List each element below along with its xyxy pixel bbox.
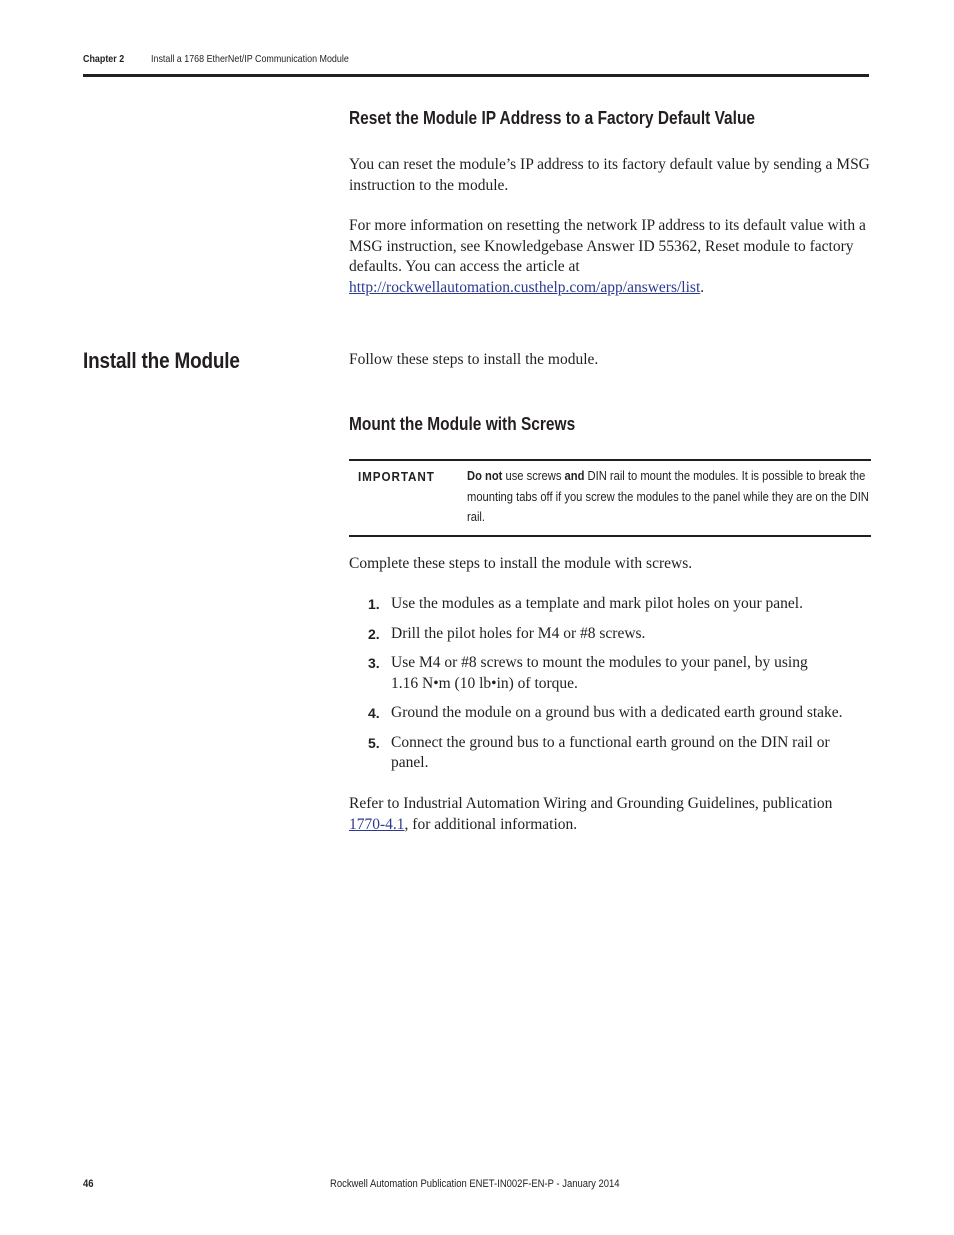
list-item bbox=[349, 624, 871, 645]
refer-prefix: Refer to Industrial Automation Wiring and Grounding Guidelines, publication bbox=[349, 795, 833, 812]
step-number: 2. bbox=[368, 625, 380, 642]
refer-paragraph bbox=[349, 794, 871, 835]
step-text: Drill the pilot holes for M4 or #8 screws. bbox=[391, 624, 646, 642]
mount-intro: Complete these steps to install the module with screws. bbox=[349, 555, 693, 572]
important-bold-do-not: Do not bbox=[467, 468, 503, 483]
list-item bbox=[349, 653, 871, 694]
important-text bbox=[467, 466, 871, 528]
link-suffix: . bbox=[700, 278, 705, 296]
running-header bbox=[83, 53, 868, 71]
step-text: Use M4 or #8 screws to mount the modules to your panel, by using 1.16 N•m (10 lb•in) of torque. bbox=[391, 654, 808, 692]
reset-heading: Reset the Module IP Address to a Factory Default Value bbox=[349, 108, 756, 128]
step-number: 1. bbox=[368, 596, 380, 612]
mount-steps-list bbox=[349, 594, 871, 783]
install-heading: Install the Module bbox=[83, 348, 240, 373]
chapter-label: Chapter 2 bbox=[83, 53, 125, 65]
step-number: 4. bbox=[368, 705, 380, 721]
reset-paragraph-2 bbox=[349, 216, 871, 298]
step-text: Use the modules as a template and mark pilot holes on your panel. bbox=[391, 595, 803, 612]
header-rule bbox=[83, 74, 869, 77]
list-item bbox=[349, 594, 871, 615]
mount-heading: Mount the Module with Screws bbox=[349, 414, 576, 434]
important-label: IMPORTANT bbox=[358, 469, 435, 484]
reset-paragraph-1: You can reset the module’s IP address to its factory default value by sending a MSG instruction to the module. bbox=[349, 156, 870, 194]
step-text: Ground the module on a ground bus with a dedicated earth ground stake. bbox=[391, 704, 843, 721]
step-number: 3. bbox=[368, 655, 380, 671]
list-item bbox=[349, 703, 871, 724]
publication-footer: Rockwell Automation Publication ENET-IN002F-EN-P - January 2014 bbox=[330, 1178, 620, 1190]
publication-1770-link[interactable]: 1770-4.1 bbox=[349, 815, 405, 833]
chapter-title: Install a 1768 EtherNet/IP Communication Module bbox=[151, 53, 349, 65]
install-intro: Follow these steps to install the module. bbox=[349, 351, 599, 368]
refer-suffix: , for additional information. bbox=[404, 815, 578, 833]
important-note bbox=[349, 459, 871, 537]
reset-paragraph-2-text: For more information on resetting the network IP address to its default value with a MSG instruction, see Knowledgebase Answer ID 55362, Reset module to factory defaults. You can access the article at bbox=[349, 217, 866, 275]
step-number: 5. bbox=[368, 734, 380, 751]
list-item bbox=[349, 733, 871, 774]
custhelp-link[interactable]: http://rockwellautomation.custhelp.com/app/answers/list bbox=[349, 278, 701, 296]
important-text-1: use screws bbox=[502, 468, 565, 483]
important-bold-and: and bbox=[564, 468, 585, 483]
page-number: 46 bbox=[83, 1178, 94, 1190]
step-text: Connect the ground bus to a functional earth ground on the DIN rail or panel. bbox=[391, 733, 830, 771]
important-text-2: DIN rail to mount the modules. It is possible to break the mounting tabs off if you screw the modules to the panel while they are on the DIN rail. bbox=[467, 468, 869, 524]
